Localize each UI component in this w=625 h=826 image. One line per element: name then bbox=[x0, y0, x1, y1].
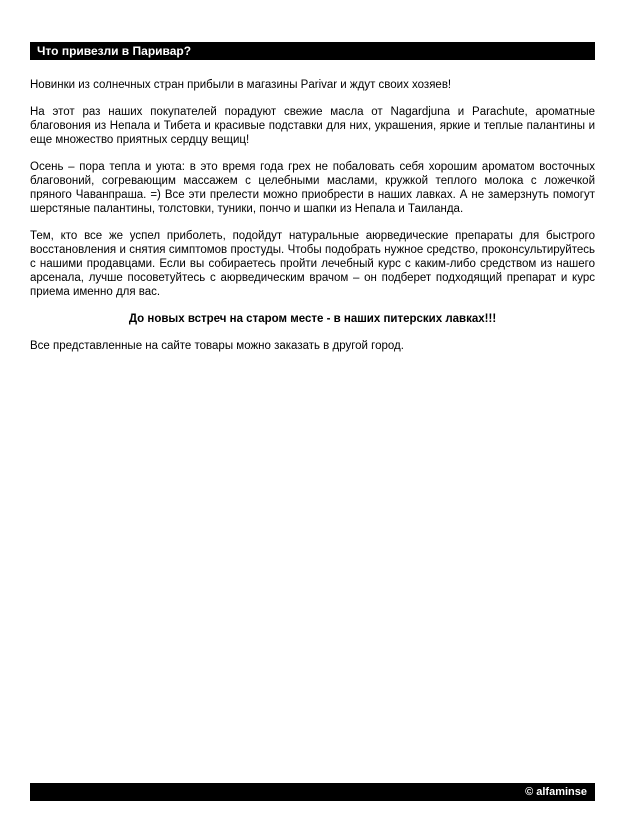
copyright-text: © alfaminse bbox=[525, 786, 587, 798]
highlight-text: До новых встреч на старом месте - в наших питерских лавках!!! bbox=[128, 313, 497, 325]
footer-bar bbox=[30, 783, 595, 801]
autumn-paragraph: Осень – пора тепла и уюта: в это время года грех не побаловать себя хорошим ароматом восточных благовоний, согревающим массажем с целебными маслами, кружкой теплого молока с ложечкой пряного Чаванпраша. =) Все эти прелести можно приобрести в наших лавках. А не замерзнуть помогут шерстяные палантины, толстовки, туники, пончо и шапки из Непала и Таиланда. bbox=[30, 161, 595, 215]
order-note: Все представленные на сайте товары можно заказать в другой город. bbox=[30, 340, 404, 352]
new-arrivals-paragraph: На этот раз наших покупателей порадуют свежие масла от Nagardjuna и Parachute, ароматные благовония из Непала и Тибета и красивые подставки для них, украшения, яркие и теплые палантины и еще множество приятных сердцу вещиц! bbox=[30, 106, 595, 146]
intro-paragraph: Новинки из солнечных стран прибыли в магазины Parivar и ждут своих хозяев! bbox=[30, 79, 452, 91]
ayurveda-paragraph: Тем, кто все же успел приболеть, подойдут натуральные аюрведические препараты для быстрого восстановления и снятия симптомов простуды. Чтобы подобрать нужное средство, проконсультируйтесь с нашими продавцами. Если вы собираетесь пройти лечебный курс с каким-либо средством из нашего арсенала, лучше посоветуйтесь с аюрведическим врачом – он подберет подходящий препарат и курс приема именно для вас. bbox=[30, 230, 595, 298]
page-title: Что привезли в Паривар? bbox=[37, 44, 192, 58]
article-content bbox=[30, 78, 595, 366]
page-title-bar bbox=[30, 42, 595, 60]
